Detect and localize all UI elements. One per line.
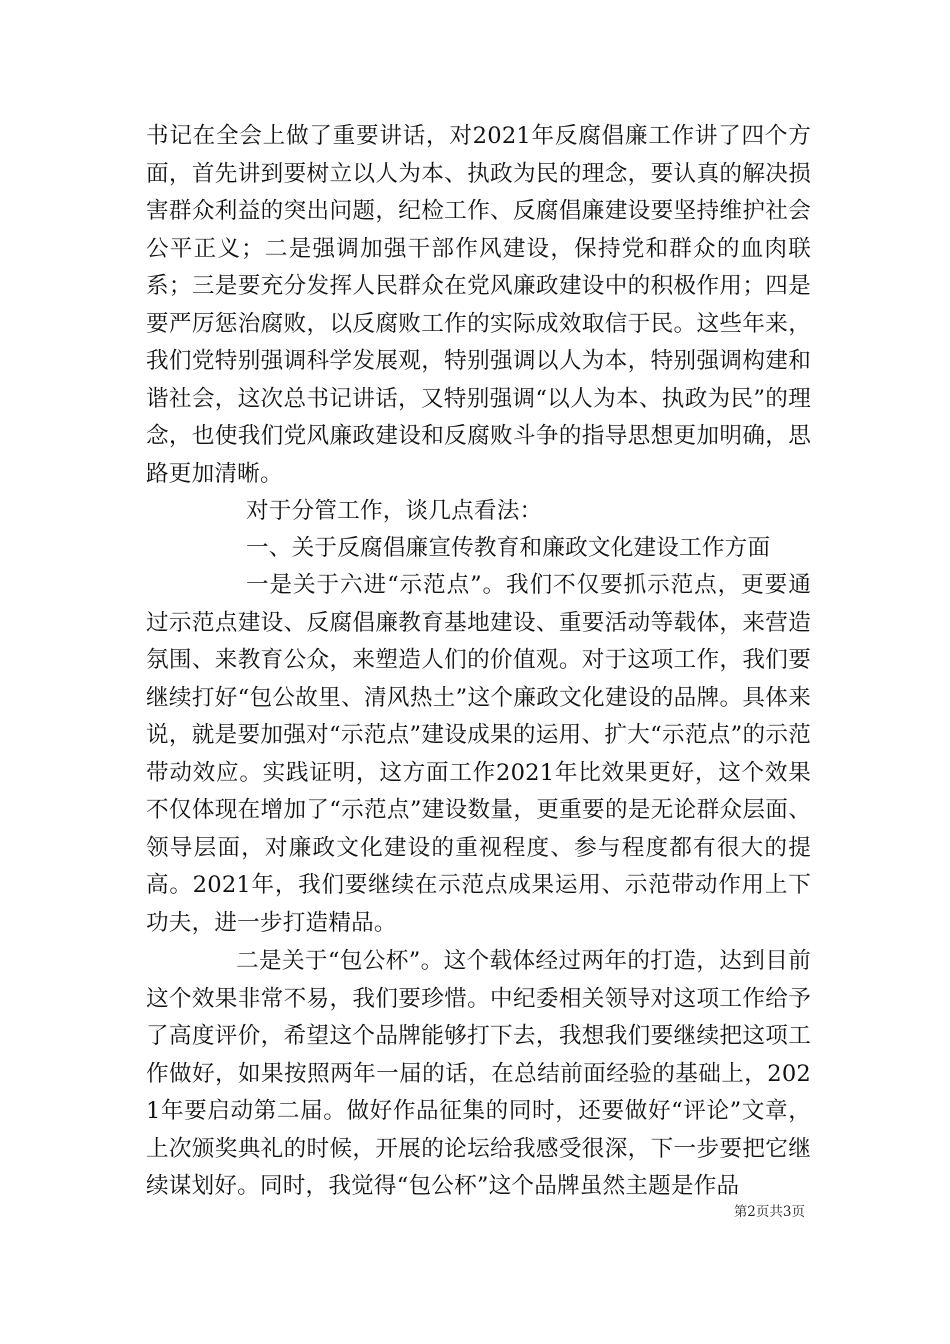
section-heading: 一、关于反腐倡廉宣传教育和廉政文化建设工作方面 — [246, 535, 771, 561]
body-paragraph-1: 书记在全会上做了重要讲话，对2021年反腐倡廉工作讲了四个方面，首先讲到要树立以人为本、执政为民的理念，要认真的解决损害群众利益的突出问题，纪检工作、反腐倡廉建设要坚持维护社会公平正义；二是强调加强干部作风建设，保持党和群众的血肉联系；三是要充分发挥人民群众在党风廉政建设中的积极作用；四是要严厉惩治腐败，以反腐败工作的实际成效取信于民。这些年来，我们党特别强调科学发展观，特别强调以人为本，特别强调构建和谐社会，这次总书记讲话，又特别强调“以人为本、执政为民”的理念，也使我们党风廉政建设和反腐败斗争的指导思想更加明确，思路更加清晰。 — [146, 123, 811, 487]
page-number-footer: 第2页共3页 — [733, 1204, 805, 1220]
body-paragraph-4: 二是关于“包公杯”。这个载体经过两年的打造，达到目前这个效果非常不易，我们要珍惜。中纪委相关领导对这项工作给予了高度评价，希望这个品牌能够打下去，我想我们要继续把这项工作做好，如果按照两年一届的话，在总结前面经验的基础上，2021年要启动第二届。做好作品征集的同时，还要做好“评论”文章，上次颁奖典礼的时候，开展的论坛给我感受很深，下一步要把它继续谋划好。同时，我觉得“包公杯”这个品牌虽然主题是作品 — [146, 948, 811, 1199]
body-paragraph-2: 对于分管工作，谈几点看法： — [246, 498, 543, 524]
body-paragraph-3: 一是关于六进“示范点”。我们不仅要抓示范点，更要通过示范点建设、反腐倡廉教育基地建设、重要活动等载体，来营造氛围、来教育公众，来塑造人们的价值观。对于这项工作，我们要继续打好“包公故里、清风热土”这个廉政文化建设的品牌。具体来说，就是要加强对“示范点”建设成果的运用、扩大“示范点”的示范带动效应。实践证明，这方面工作2021年比效果更好，这个效果不仅体现在增加了“示范点”建设数量，更重要的是无论群众层面、领导层面，对廉政文化建设的重视程度、参与程度都有很大的提高。2021年，我们要继续在示范点成果运用、示范带动作用上下功夫，进一步打造精品。 — [146, 572, 811, 936]
